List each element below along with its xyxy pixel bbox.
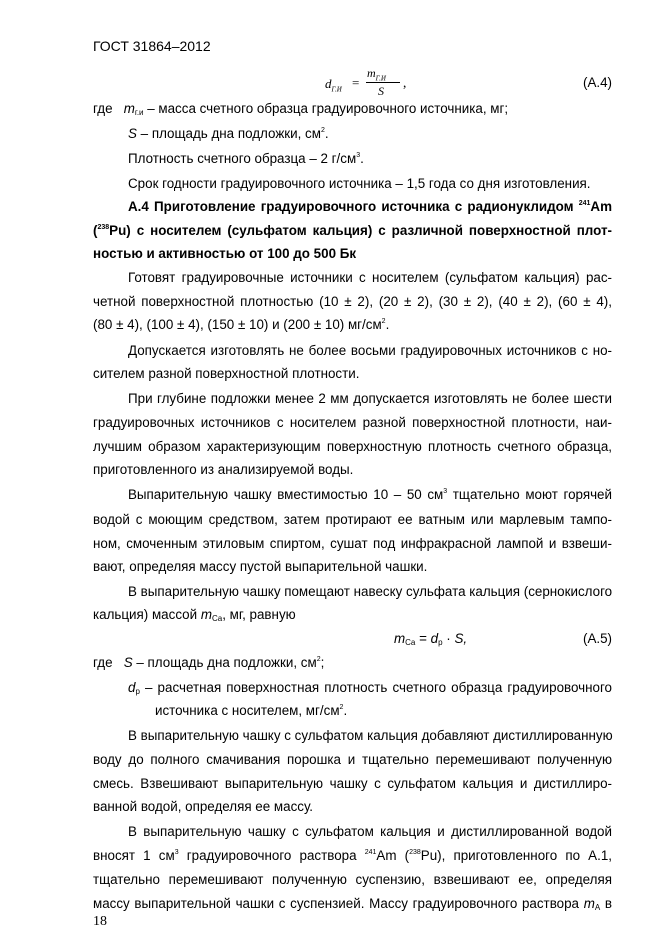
p3-line-3 (93, 438, 612, 455)
document-code-header: ГОСТ 31864–2012 (93, 38, 211, 54)
section-a4-heading-line-1 (128, 198, 612, 215)
where-block-2-s (93, 655, 324, 671)
density-superscript: 3 (356, 152, 361, 159)
p5-m-symbol: m (200, 607, 212, 622)
p1-line-2 (93, 293, 612, 310)
p7-line-4 (93, 895, 612, 912)
formula-a5-d-sub: p (438, 638, 443, 647)
formula-a5-dot: · (442, 631, 455, 646)
d-symbol: d (128, 680, 136, 695)
p1-line-3-text: (80 ± 4), (100 ± 4), (150 ± 10) и (200 ± 10) мг/см (93, 317, 382, 332)
formula-a4-number: (А.4) (583, 75, 613, 90)
p7-line-2-sup-3: 238 (409, 849, 421, 856)
page-number: 18 (93, 914, 107, 929)
formula-a4-lhs-symbol: d (325, 76, 332, 91)
m-symbol: m (123, 101, 135, 116)
p6-line-3-text: смесь. Взвешивают выпарительную чашку с сульфатом кальция и дистиллиро- (93, 776, 612, 791)
formula-a4-fraction-bar (366, 82, 400, 83)
where-block-2-d (128, 679, 612, 696)
p5-line-2-a: кальция) массой (93, 607, 201, 622)
p7-line-2-d: Pu), приготовленного по А.1, (420, 848, 612, 863)
p7-line-2-sup-1: 3 (174, 849, 179, 856)
p1-line-3-end: . (385, 317, 390, 332)
p6-line-1-text: В выпарительную чашку с сульфатом кальция добавляют дистиллированную (128, 728, 613, 743)
section-a4-heading-text-2: Pu) с носителем (сульфатом кальция) с различной поверхностной плот- (109, 223, 612, 238)
m-subscript: г.и (134, 108, 144, 117)
d-end: . (343, 703, 348, 718)
where-block-2-d-cont (155, 703, 347, 719)
p2-line-1 (128, 342, 612, 359)
p5-line-1-text: В выпарительную чашку помещают навеску сульфата кальция (сернокислого (128, 584, 613, 599)
formula-a4-numerator-symbol: m (367, 66, 376, 80)
p7-line-2-sup-2: 241 (364, 849, 377, 856)
p7-line-2 (93, 847, 612, 864)
p7-m-subscript: A (594, 903, 601, 912)
formula-a4-numerator-subscript: Г.И (375, 74, 386, 83)
p3-line-4: приготовленного из анализируемой воды. (93, 462, 354, 477)
shelf-life-line: Срок годности градуировочного источника – 1,5 года со дня изготовления. (128, 176, 591, 191)
p2-line-1-text: Допускается изготовлять не более восьми градуировочных источников с но- (128, 343, 612, 358)
p6-line-3 (93, 775, 612, 792)
density-text: Плотность счетного образца – 2 г/см (128, 151, 357, 166)
p6-line-4: ванной водой, определяя ее массу. (93, 799, 314, 814)
formula-a5-m: m (394, 631, 406, 646)
section-a4-heading-text: А.4 Приготовление градуировочного источника с радионуклидом (128, 199, 579, 214)
p7-line-1 (128, 823, 612, 840)
p5-line-2-b: , мг, равную (222, 607, 296, 622)
p6-line-1 (128, 727, 612, 744)
formula-a4-numerator (367, 66, 386, 82)
where-block-1-s (128, 126, 329, 142)
s-end: . (324, 126, 329, 141)
p6-line-2-text: воду до полного смачивания порошка и тщательно перемешивают полученную (93, 752, 612, 767)
p4-line-2 (93, 511, 612, 528)
p4-line-3-text: ном, смоченным этиловым спиртом, сушат под инфракрасной лампой и взвеши- (93, 536, 612, 551)
p3-line-1-text: При глубине подложки менее 2 мм допускается изготовлять не более шести (128, 391, 612, 406)
p5-line-1 (128, 583, 612, 600)
section-a4-heading-line-2 (93, 222, 612, 239)
m-definition: – масса счетного образца градуировочного источника, мг; (143, 101, 509, 116)
density-end: . (360, 151, 364, 166)
formula-a4-equals: = (352, 75, 360, 90)
d-definition: – расчетная поверхностная плотность счетного образца градуировочного (139, 680, 612, 695)
density-line (128, 151, 364, 167)
p4-line-2-text: водой с моющим средством, затем протирают ее ватным или марлевым тампо- (93, 512, 612, 527)
p4-line-1-sup: 3 (443, 488, 448, 495)
s-symbol: S (128, 126, 137, 141)
p7-line-3 (93, 871, 612, 888)
p4-line-1-a: Выпарительную чашку вместимостью 10 – 50 см (128, 487, 444, 502)
p4-line-1-b: тщательно моют горячей (447, 487, 612, 502)
formula-a4-lhs-subscript: Г.И (331, 85, 342, 94)
p1-line-2-text: четной поверхностной плотностью (10 ± 2), (20 ± 2), (30 ± 2), (40 ± 2), (60 ± 4), (93, 294, 612, 309)
section-a4-heading-open: ( (93, 223, 98, 238)
section-a4-heading-end: Am (590, 199, 612, 214)
p6-line-2 (93, 751, 612, 768)
d-definition-cont: источника с носителем, мг/см (155, 703, 340, 718)
formula-a5-number: (А.5) (583, 631, 613, 646)
p3-line-2-text: градуировочных источников с носителем разной поверхностной плотности, наи- (93, 415, 612, 430)
where-label: где (93, 101, 113, 116)
section-a4-heading-sup-2: 238 (97, 224, 110, 231)
p1-line-3 (93, 317, 389, 333)
formula-a5-s: S, (454, 631, 468, 646)
p7-line-1-text: В выпарительную чашку с сульфатом кальция и дистиллированной водой (128, 824, 612, 839)
p5-m-subscript: Ca (211, 614, 223, 623)
where-label-2: где (93, 655, 113, 670)
p7-m-symbol: m (583, 896, 595, 911)
formula-a5-equals: = (415, 631, 431, 646)
where-block-1-m (93, 101, 508, 117)
p7-line-2-a: вносят 1 см (93, 848, 175, 863)
s-symbol-2: S (123, 655, 133, 670)
s-superscript-2: 2 (316, 656, 321, 663)
s-definition-2: – площадь дна подложки, см (132, 655, 317, 670)
formula-a5-m-sub: Ca (405, 638, 416, 647)
section-a4-heading-line-3: ностью и активностью от 100 до 500 Бк (93, 246, 357, 261)
p2-line-2: сителем разной поверхностной плотности. (93, 366, 360, 381)
p7-line-4-b: в (600, 896, 612, 911)
p3-line-3-text: лучшим образом характеризующим поверхностную плотность счетного образца, (93, 439, 612, 454)
p3-line-2 (93, 414, 612, 431)
p7-line-3-text: тщательно перемешивают полученную суспензию, взвешивают ее, определяя (93, 872, 612, 887)
s-definition: – площадь дна подложки, см (136, 126, 321, 141)
formula-a4 (325, 66, 421, 98)
section-a4-heading-sup: 241 (578, 200, 591, 207)
p3-line-1 (128, 390, 612, 407)
d-superscript: 2 (339, 704, 344, 711)
p4-line-4: вают, определяя массу пустой выпарительной чашки. (93, 559, 428, 574)
formula-a5 (394, 631, 467, 647)
p5-line-2 (93, 607, 296, 623)
p4-line-3 (93, 535, 612, 552)
s-end-2: ; (320, 655, 325, 670)
formula-a4-comma: , (403, 75, 407, 90)
d-subscript: p (135, 687, 140, 696)
p7-line-4-a: массу выпарительной чашки с суспензией. Массу градуировочного раствора (93, 896, 584, 911)
p1-line-1-text: Готовят градуировочные источники с носителем (сульфатом кальция) рас- (128, 270, 612, 285)
p1-line-1 (128, 269, 612, 286)
formula-a4-lhs (325, 76, 342, 94)
formula-a5-d: d (430, 631, 439, 646)
p7-line-2-b: градуировочного раствора (178, 848, 365, 863)
formula-a4-denominator: S (378, 84, 384, 98)
s-superscript: 2 (320, 127, 325, 134)
p4-line-1 (128, 486, 612, 503)
p7-line-2-c: Am ( (376, 848, 410, 863)
p1-line-3-sup: 2 (381, 318, 386, 325)
